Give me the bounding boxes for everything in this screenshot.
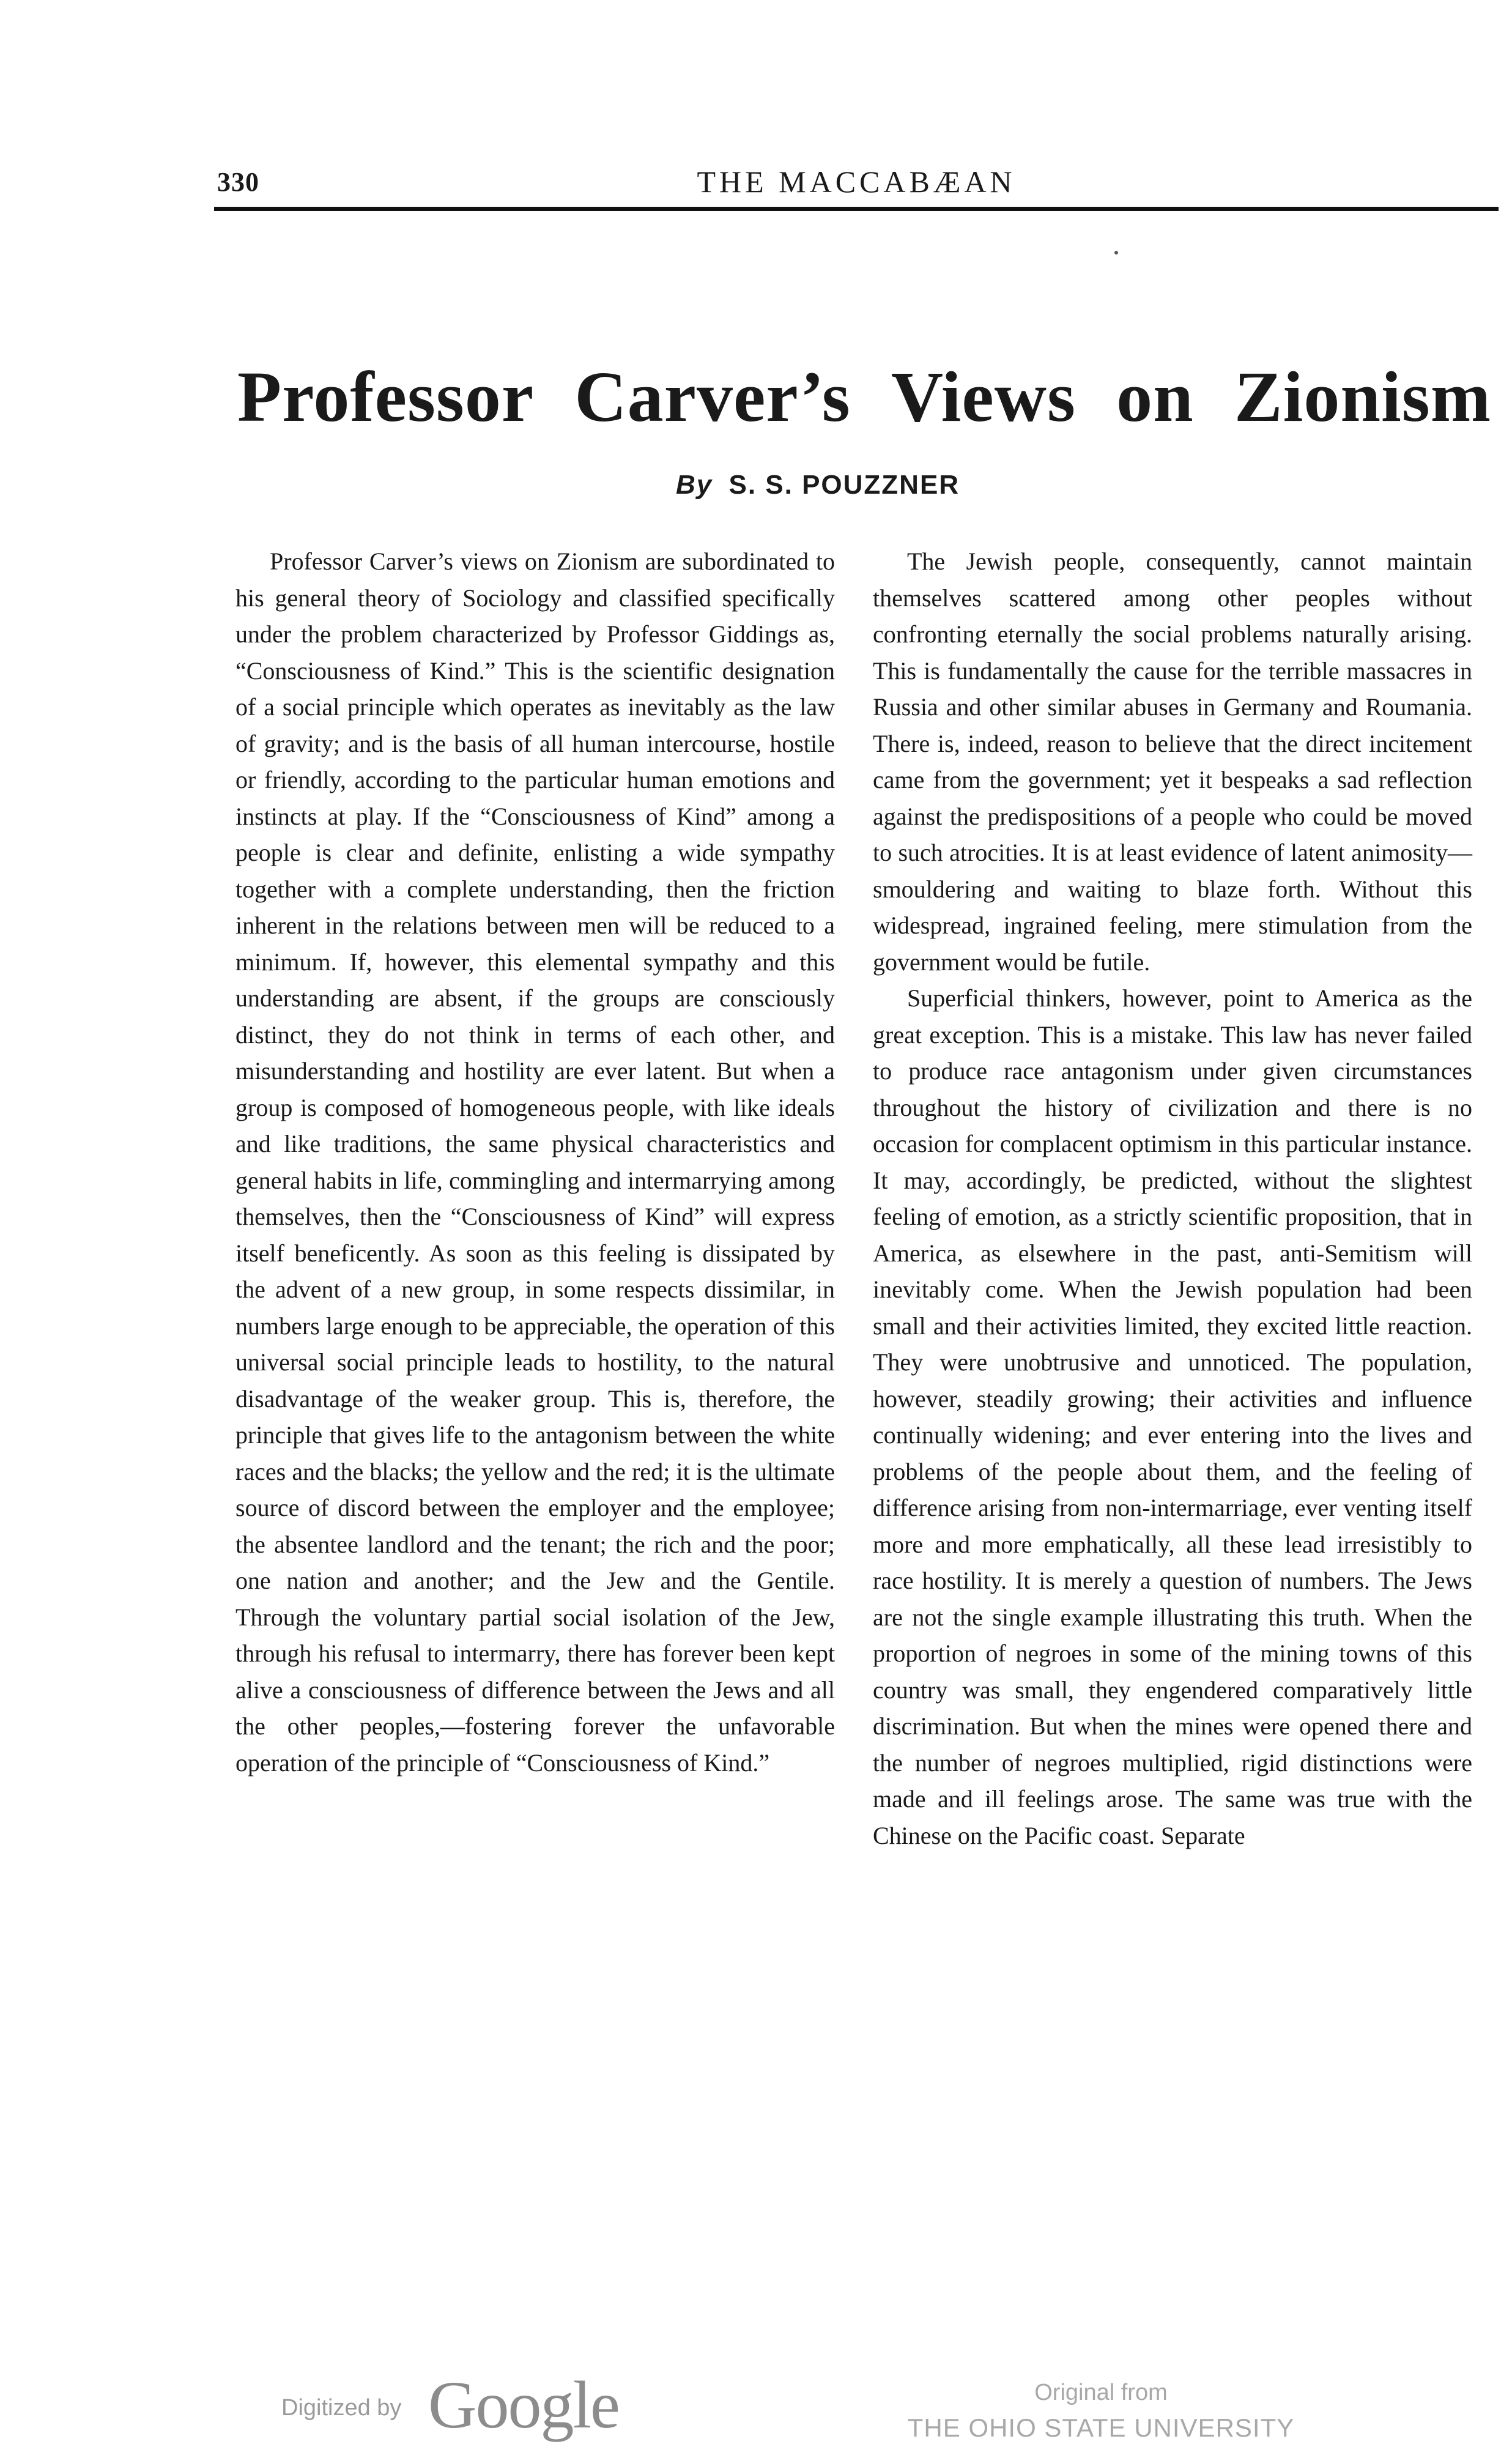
digitized-by-label: Digitized by <box>281 2395 402 2421</box>
title-word: Zionism <box>1234 357 1491 437</box>
title-word: Professor <box>237 357 535 437</box>
byline <box>676 470 960 500</box>
original-from-label: Original from <box>1034 2380 1168 2405</box>
left-column <box>235 543 835 1781</box>
print-speck <box>1114 251 1118 254</box>
university-label: THE OHIO STATE UNIVERSITY <box>907 2413 1295 2442</box>
paragraph: Professor Carver’s views on Zionism are subordinated to his general theory of Sociology and classified specifically under the problem characterized by Professor Giddings as, “Consciousness of Kind.” This is the scientific designation of a social principle which operates as inevitably as the law of gravity; and is the basis of all human intercourse, hostile or friendly, according to the particular human emotions and instincts at play. If the “Consciousness of Kind” among a people is clear and definite, enlisting a wide sympathy together with a complete understanding, then the friction inherent in the relations between men will be reduced to a minimum. If, however, this elemental sympathy and this understanding are absent, if the groups are consciously distinct, they do not think in terms of each other, and misunderstanding and hostility are ever latent. But when a group is composed of homogeneous people, with like ideals and like traditions, the same physical characteristics and general habits in life, commingling and intermarrying among themselves, then the “Consciousness of Kind” will express itself beneficently. As soon as this feeling is dissipated by the advent of a new group, in some respects dissimilar, in numbers large enough to be appreciable, the operation of this universal social principle leads to hostility, to the natural disadvantage of the weaker group. This is, therefore, the principle that gives life to the antagonism between the white races and the blacks; the yellow and the red; it is the ultimate source of discord between the employer and the employee; the absentee landlord and the tenant; the rich and the poor; one nation and another; and the Jew and the Gentile. Through the voluntary partial social isolation of the Jew, through his refusal to intermarry, there has forever been kept alive a consciousness of difference between the Jews and all the other peoples,—fostering forever the unfavorable operation of the principle of “Consciousness of Kind.” <box>235 548 835 1777</box>
page-number: 330 <box>217 167 259 197</box>
title-word: Carver’s <box>574 357 851 437</box>
paragraph: Superficial thinkers, however, point to America as the great exception. This is a mistake. This law has never failed to produce race antagonism under given circumstances throughout the history of civilization and there is no occasion for complacent optimism in this particular instance. It may, accordingly, be predicted, without the slightest feeling of emotion, as a strictly scientific proposition, that in America, as elsewhere in the past, anti-Semitism will inevitably come. When the Jewish population had been small and their activities limited, they excited little reaction. They were unobtrusive and unnoticed. The population, however, steadily growing; their activities and influence continually widening; and ever entering into the lives and problems of the people about them, and the feeling of difference arising from non-intermarriage, ever venting itself more and more emphatically, all these lead irresistibly to race hostility. It is merely a question of numbers. The Jews are not the single example illustrating this truth. When the proportion of negroes in some of the mining towns of this country was small, they engendered comparatively little discrimination. But when the mines were opened there and the number of negroes multiplied, rigid distinctions were made and ill feelings arose. The same was true with the Chinese on the Pacific coast. Separate <box>873 984 1472 1849</box>
title-word: Views <box>891 357 1076 437</box>
google-logo: Google <box>428 2367 619 2442</box>
right-column <box>873 543 1472 1854</box>
title-word: on <box>1116 357 1194 437</box>
byline-author: S. S. POUZZNER <box>728 470 960 500</box>
header-rule <box>214 207 1499 211</box>
article-title <box>237 357 1491 437</box>
running-title: THE MACCABÆAN <box>697 165 1016 199</box>
paragraph: The Jewish people, consequently, cannot maintain themselves scattered among other peoples without confronting eternally the social problems naturally arising. This is fundamentally the cause for the terrible massacres in Russia and other similar abuses in Germany and Roumania. There is, indeed, reason to believe that the direct incitement came from the government; yet it bespeaks a sad reflection against the predispositions of a people who could be moved to such atrocities. It is at least evidence of latent animosity—smouldering and waiting to blaze forth. Without this widespread, ingrained feeling, mere stimulation from the government would be futile. <box>873 548 1472 976</box>
byline-by: By <box>676 470 713 500</box>
